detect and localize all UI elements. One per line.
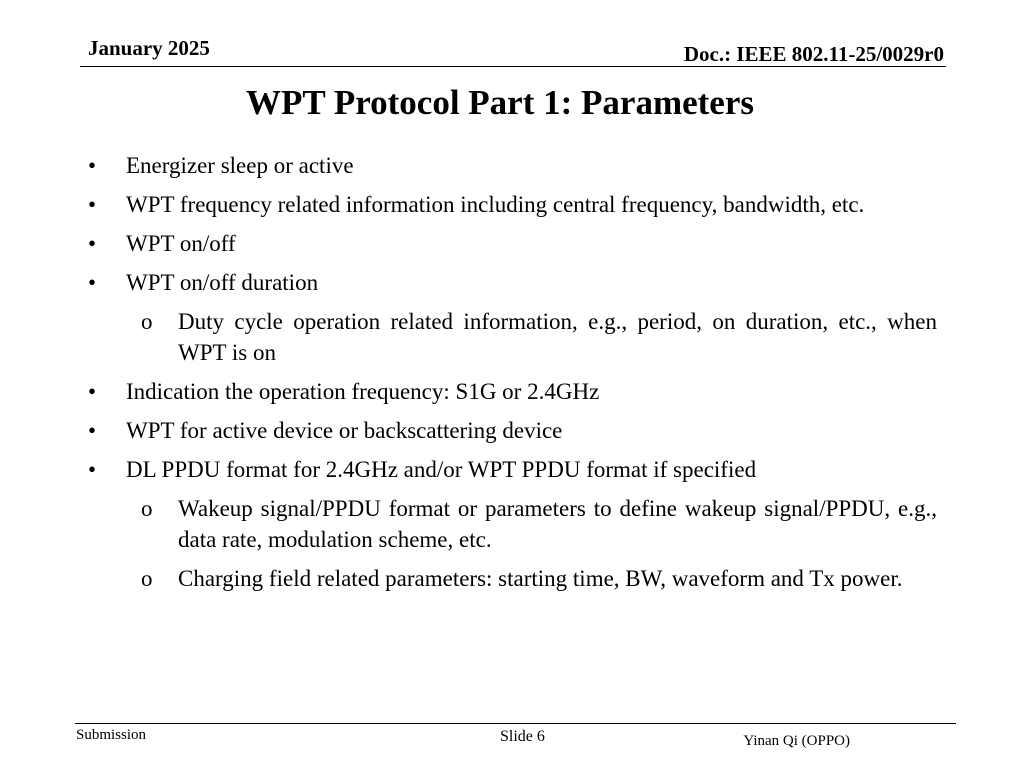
bullet-item <box>86 376 937 407</box>
bullet-item <box>86 189 937 220</box>
bullet-marker: • <box>88 457 97 482</box>
bullet-marker: • <box>88 379 97 404</box>
bullet-text: Indication the operation frequency: S1G or 2.4GHz <box>126 379 600 404</box>
bullet-item <box>86 454 937 485</box>
bullet-text: Energizer sleep or active <box>126 153 354 178</box>
footer-author: Yinan Qi (OPPO) <box>743 733 850 749</box>
bullet-text: WPT for active device or backscattering device <box>126 418 563 443</box>
bullet-text: WPT on/off duration <box>126 270 319 295</box>
sub-bullet-marker: o <box>141 566 153 591</box>
footer-divider <box>75 723 956 724</box>
sub-bullet-item <box>86 563 937 594</box>
sub-bullet-marker: o <box>141 309 153 334</box>
header-doc-id: Doc.: IEEE 802.11-25/0029r0 <box>683 42 944 66</box>
sub-bullet-item <box>86 306 937 368</box>
sub-bullet-item <box>86 493 937 555</box>
bullet-item <box>86 228 937 259</box>
footer-submission: Submission <box>76 727 147 743</box>
bullet-marker: • <box>88 153 97 178</box>
bullet-marker: • <box>88 270 97 295</box>
bullet-marker: • <box>88 192 97 217</box>
bullet-item <box>86 415 937 446</box>
slide-title: WPT Protocol Part 1: Parameters <box>246 83 754 122</box>
bullet-item <box>86 150 937 181</box>
header-divider <box>80 66 946 67</box>
bullet-text: WPT on/off <box>126 231 236 256</box>
bullet-list <box>86 150 937 602</box>
bullet-item <box>86 267 937 298</box>
bullet-marker: • <box>88 231 97 256</box>
sub-bullet-text: Wakeup signal/PPDU format or parameters to define wakeup signal/PPDU, e.g., data rate, modulation scheme, etc. <box>178 496 937 552</box>
sub-bullet-text: Duty cycle operation related information, e.g., period, on duration, etc., when WPT is on <box>178 309 937 365</box>
bullet-text: WPT frequency related information including central frequency, bandwidth, etc. <box>126 192 865 217</box>
bullet-marker: • <box>88 418 97 443</box>
sub-bullet-text: Charging field related parameters: starting time, BW, waveform and Tx power. <box>178 566 903 591</box>
header-date: January 2025 <box>88 36 210 60</box>
sub-bullet-marker: o <box>141 496 153 521</box>
bullet-text: DL PPDU format for 2.4GHz and/or WPT PPDU format if specified <box>126 457 757 482</box>
footer-slide-number: Slide 6 <box>500 728 545 745</box>
